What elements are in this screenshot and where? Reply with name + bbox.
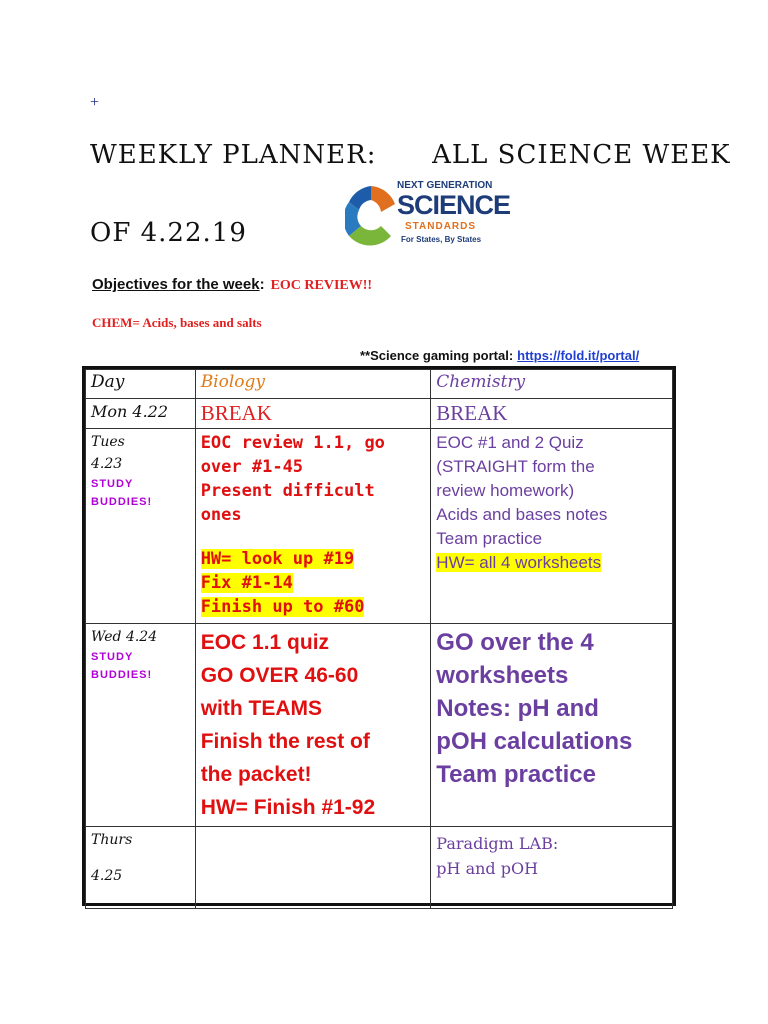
logo-text-science: SCIENCE (397, 190, 511, 220)
chem-objective: CHEM= Acids, bases and salts (92, 315, 262, 330)
planner-grid (85, 369, 673, 909)
biology-homework-line: HW= look up #19 (200, 549, 355, 569)
biology-line: over #1-45 (200, 457, 304, 477)
day-label: Mon 4.22 (91, 402, 169, 421)
biology-homework-line: Finish up to #60 (200, 597, 365, 617)
chemistry-cell (431, 399, 673, 429)
logo-text-standards: STANDARDS (405, 221, 477, 232)
planner-table (82, 366, 676, 906)
chemistry-line: Team practice (436, 529, 543, 548)
day-date: 4.25 (91, 868, 123, 884)
chemistry-line: EOC #1 and 2 Quiz (436, 433, 584, 452)
day-label: Tues (91, 434, 125, 450)
biology-line: GO OVER 46-60 (200, 664, 359, 687)
study-buddies-note: STUDY (91, 651, 134, 663)
day-cell (86, 429, 196, 624)
table-row (86, 624, 673, 827)
biology-line: ones (200, 505, 242, 525)
header-biology: Biology (195, 370, 431, 399)
day-date: 4.23 (91, 456, 123, 472)
day-label: Wed 4.24 (91, 629, 158, 645)
chemistry-cell (431, 624, 673, 827)
header-day: Day (86, 370, 196, 399)
objectives-colon: : (259, 276, 265, 293)
biology-line: Finish the rest of (200, 730, 370, 753)
table-header-row (86, 370, 673, 399)
chemistry-cell (431, 827, 673, 909)
table-row (86, 399, 673, 429)
chemistry-line: worksheets (436, 662, 569, 689)
table-row (86, 827, 673, 909)
plus-sign: + (90, 94, 100, 111)
chemistry-line: Notes: pH and (436, 695, 599, 722)
gaming-portal-line (360, 348, 639, 363)
chemistry-line: Paradigm LAB: (436, 834, 559, 853)
biology-line: with TEAMS (200, 697, 323, 720)
biology-line: the packet! (200, 763, 312, 786)
day-cell (86, 624, 196, 827)
biology-line: Present difficult (200, 481, 375, 501)
study-buddies-note: STUDY (91, 478, 134, 490)
chemistry-line: (STRAIGHT form the (436, 457, 595, 476)
biology-cell (195, 429, 431, 624)
study-buddies-note: BUDDIES! (91, 669, 153, 681)
biology-line: HW= Finish #1-92 (200, 796, 376, 819)
chemistry-line: review homework) (436, 481, 575, 500)
objectives-line (92, 276, 372, 294)
chemistry-break: BREAK (436, 401, 508, 425)
ngss-logo-icon (345, 182, 397, 248)
day-cell (86, 399, 196, 429)
biology-break: BREAK (200, 401, 272, 425)
chemistry-line: pH and pOH (436, 859, 539, 878)
header-chemistry: Chemistry (431, 370, 673, 399)
biology-cell (195, 624, 431, 827)
day-cell (86, 827, 196, 909)
ngss-logo (345, 178, 511, 250)
day-label: Thurs (91, 832, 133, 848)
biology-cell (195, 827, 431, 909)
logo-text-tagline: For States, By States (401, 235, 482, 244)
table-row (86, 429, 673, 624)
biology-line: EOC review 1.1, go (200, 433, 385, 453)
chemistry-line: pOH calculations (436, 728, 633, 755)
chemistry-line: Acids and bases notes (436, 505, 608, 524)
portal-link[interactable]: https://fold.it/portal/ (517, 348, 640, 363)
chemistry-cell (431, 429, 673, 624)
chemistry-line: Team practice (436, 761, 596, 788)
chemistry-line: GO over the 4 (436, 629, 594, 656)
study-buddies-note: BUDDIES! (91, 496, 153, 508)
page-title-line2: OF 4.22.19 (90, 218, 247, 248)
biology-cell (195, 399, 431, 429)
page-title-line1: WEEKLY PLANNER: ALL SCIENCE WEEK (90, 140, 731, 170)
biology-homework-line: Fix #1-14 (200, 573, 293, 593)
objectives-value: EOC REVIEW!! (270, 278, 373, 293)
objectives-label: Objectives for the week (92, 276, 260, 293)
logo-text-next-generation: NEXT GENERATION (397, 180, 493, 191)
chemistry-homework-line: HW= all 4 worksheets (436, 553, 602, 572)
portal-label: **Science gaming portal: (360, 348, 514, 363)
biology-line: EOC 1.1 quiz (200, 631, 330, 654)
